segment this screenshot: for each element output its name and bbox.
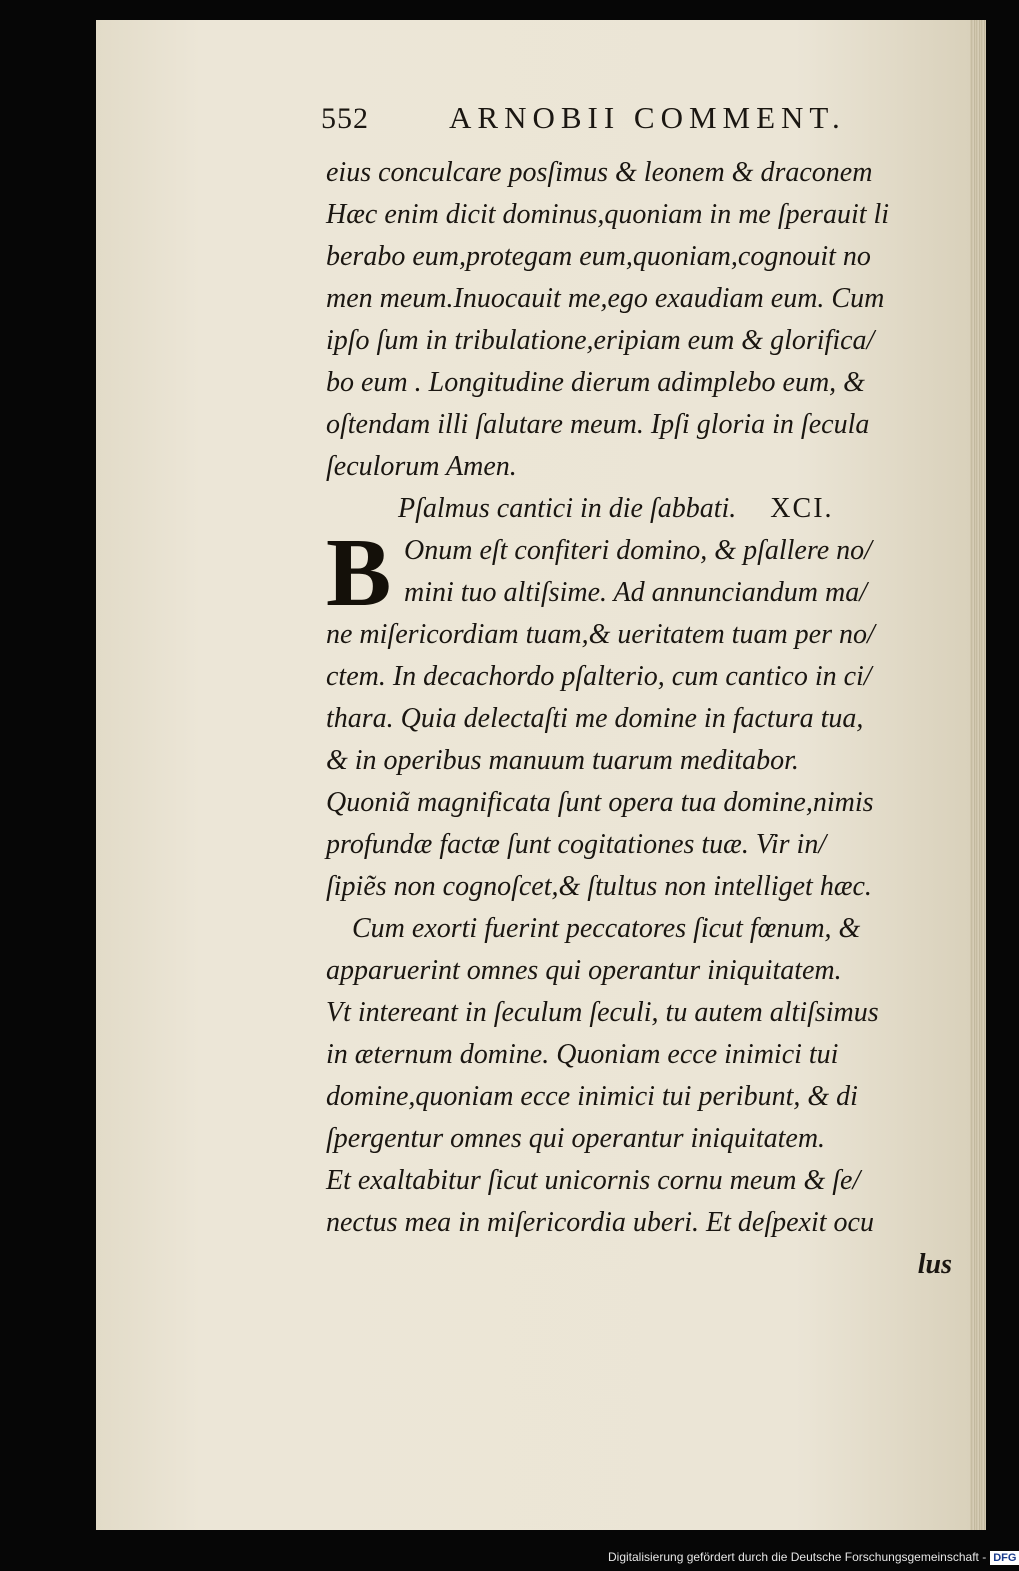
text-line: berabo eum,protegam eum,quoniam,cognouit no bbox=[326, 241, 871, 272]
text-line: ſpergentur omnes qui operantur iniquitatem. bbox=[326, 1123, 826, 1154]
text-line: in æternum domine. Quoniam ecce inimici tui bbox=[326, 1039, 839, 1070]
text-line: profundæ factæ ſunt cogitationes tuæ. Vir in/ bbox=[326, 829, 827, 860]
text-line: eius conculcare posſimus & leonem & draconem bbox=[326, 157, 873, 188]
page-header bbox=[321, 100, 881, 140]
psalm-title: Pſalmus cantici in die ſabbati. bbox=[398, 493, 737, 524]
text-line: Vt intereant in ſeculum ſeculi, tu autem altiſsimus bbox=[326, 997, 879, 1028]
psalm-number: XCI. bbox=[770, 493, 834, 524]
text-line: bo eum . Longitudine dierum adimplebo eum, & bbox=[326, 367, 865, 398]
text-block bbox=[326, 152, 952, 1286]
credit-text: Digitalisierung gefördert durch die Deutsche Forschungsgemeinschaft - bbox=[608, 1550, 987, 1564]
text-line: Hæc enim dicit dominus,quoniam in me ſperauit li bbox=[326, 199, 890, 230]
text-line: ne miſericordiam tuam,& ueritatem tuam per no/ bbox=[326, 619, 875, 650]
text-line: oſtendam illi ſalutare meum. Ipſi gloria in ſecula bbox=[326, 409, 870, 440]
text-line: ſeculorum Amen. bbox=[326, 451, 517, 482]
initial-paragraph bbox=[326, 519, 952, 627]
text-line: thara. Quia delectaſti me domine in factura tua, bbox=[326, 703, 864, 734]
text-line: Onum eſt confiteri domino, & pſallere no/ bbox=[404, 535, 872, 566]
text-line: mini tuo altiſsime. Ad annunciandum ma/ bbox=[404, 577, 868, 608]
drop-cap-initial: B bbox=[326, 519, 392, 627]
page-fore-edge bbox=[970, 20, 986, 1530]
dfg-logo: DFG bbox=[990, 1551, 1019, 1565]
text-line: Quoniã magnificata ſunt opera tua domine,nimis bbox=[326, 787, 874, 818]
text-line: men meum.Inuocauit me,ego exaudiam eum. Cum bbox=[326, 283, 885, 314]
text-line: ctem. In decachordo pſalterio, cum cantico in ci/ bbox=[326, 661, 872, 692]
text-lines-top bbox=[326, 152, 952, 488]
text-line: domine,quoniam ecce inimici tui peribunt, & di bbox=[326, 1081, 858, 1112]
psalm-heading bbox=[326, 488, 952, 530]
text-line: & in operibus manuum tuarum meditabor. bbox=[326, 745, 799, 776]
text-line: Et exaltabitur ſicut unicornis cornu meum & ſe/ bbox=[326, 1165, 861, 1196]
folio-number: 552 bbox=[321, 102, 369, 135]
running-head: ARNOBII COMMENT. bbox=[449, 100, 846, 135]
text-lines-bottom bbox=[326, 614, 952, 1244]
text-line: Cum exorti fuerint peccatores ſicut fœnum, & bbox=[352, 913, 861, 944]
text-line: ipſo ſum in tribulatione,eripiam eum & glorifica/ bbox=[326, 325, 875, 356]
text-line: ſipiẽs non cognoſcet,& ſtultus non intelliget hæc. bbox=[326, 871, 872, 902]
catchword: lus bbox=[917, 1249, 952, 1280]
text-line: nectus mea in miſericordia uberi. Et deſpexit ocu bbox=[326, 1207, 874, 1238]
text-line: apparuerint omnes qui operantur iniquitatem. bbox=[326, 955, 842, 986]
digitization-credit bbox=[608, 1550, 1019, 1565]
